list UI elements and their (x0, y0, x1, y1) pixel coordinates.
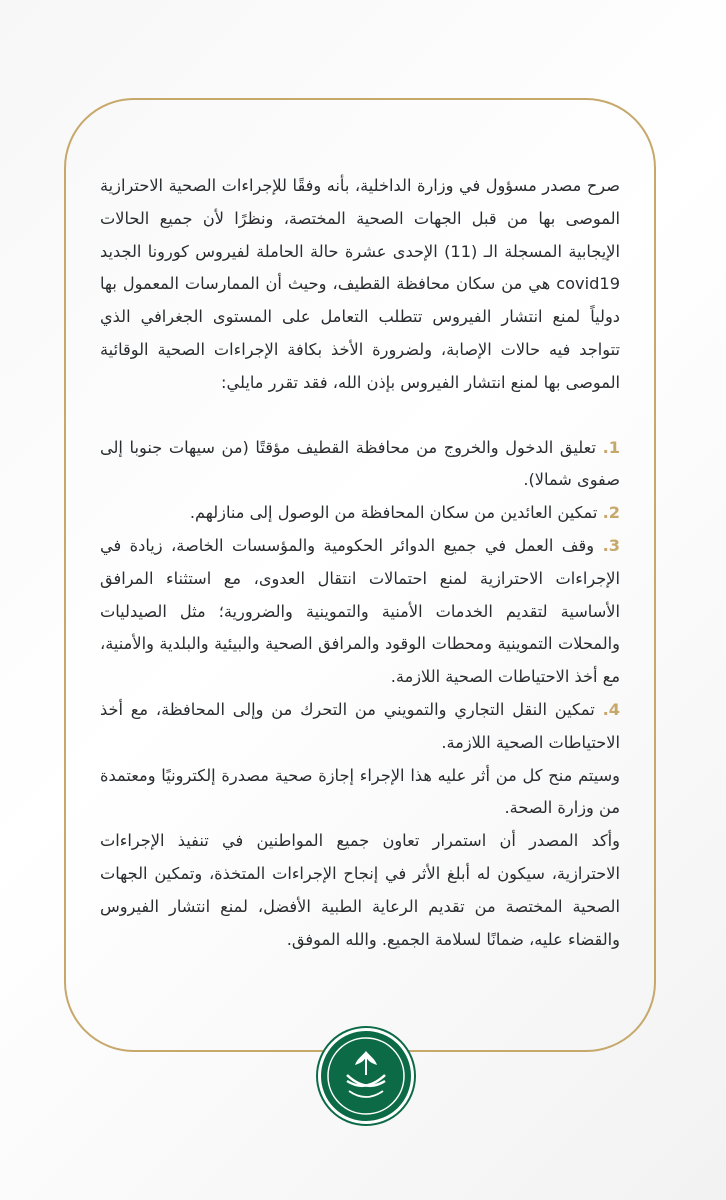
list-item: 4. تمكين النقل التجاري والتمويني من التحرك من وإلى المحافظة، مع أخذ الاحتياطات الصحية اللازمة. (100, 699, 620, 752)
list-item: 2. تمكين العائدين من سكان المحافظة من الوصول إلى منازلهم. (189, 503, 620, 523)
leave-note: وسيتم منح كل من أثر عليه هذا الإجراء إجازة صحية مصدرة إلكترونيًا ومعتمدة من وزارة الصحة. (100, 765, 620, 818)
list-item: 1. تعليق الدخول والخروج من محافظة القطيف مؤقتًا (من سيهات جنوبا إلى صفوى شمالا). (100, 437, 620, 490)
statement-body (100, 170, 620, 956)
list-item: 3. وقف العمل في جميع الدوائر الحكومية والمؤسسات الخاصة، زيادة في الإجراءات الاحترازية لمنع احتمالات انتقال العدوى، مع استثناء المرافق الأساسية لتقديم الخدمات الأمنية والتموينية والضرورية؛ مثل الصيدليات والمحلات التموينية ومحطات الوقود والمرافق الصحية والبيئية والبلدية والأمنية، مع أخذ الاحتياطات الصحية اللازمة. (100, 535, 620, 687)
ministry-emblem-icon (318, 1028, 414, 1124)
statement-intro: صرح مصدر مسؤول في وزارة الداخلية، بأنه وفقًا للإجراءات الصحية الاحترازية الموصى بها من قبل الجهات الصحية المختصة، ونظرًا لأن جميع الحالات الإيجابية المسجلة الـ (11) الإحدى عشرة حالة الحاملة لفيروس كورونا الجديد covid19 هي من سكان محافظة القطيف، وحيث أن الممارسات المعمول بها دولياً لمنع انتشار الفيروس تتطلب التعامل على المستوى الجغرافي الذي تتواجد فيه حالات الإصابة، ولضرورة الأخذ بكافة الإجراءات الصحية الوقائية الموصى بها لمنع انتشار الفيروس بإذن الله، فقد تقرر مايلي: (100, 176, 621, 392)
closing-paragraph: وأكد المصدر أن استمرار تعاون جميع المواطنين في تنفيذ الإجراءات الاحترازية، سيكون له أبلغ الأثر في إنجاح الإجراءات المتخذة، وتمكين الجهات الصحية المختصة من تقديم الرعاية الطبية الأفضل، لمنع انتشار الفيروس والقضاء عليه، ضمانًا لسلامة الجميع. والله الموفق. (100, 831, 620, 949)
